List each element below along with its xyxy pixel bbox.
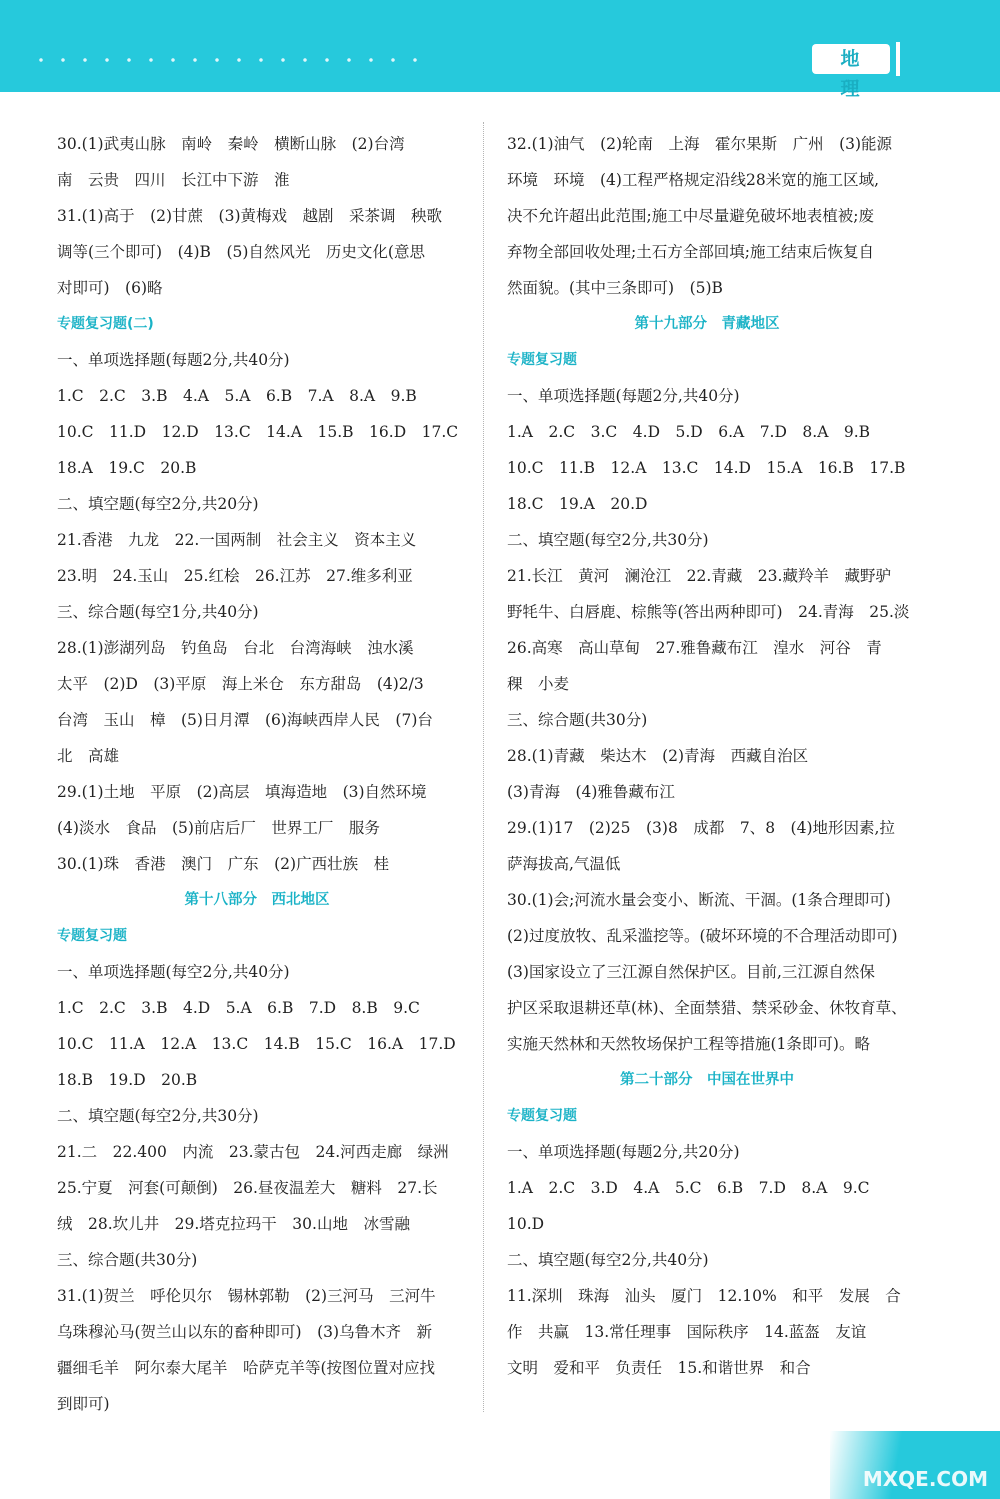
right-answer-line: 文明 爱和平 负责任 15.和谐世界 和合 — [507, 1359, 811, 1377]
right-answer-line: 18.C 19.A 20.D — [507, 495, 648, 513]
right-answer-line: 26.高寒 高山草甸 27.雅鲁藏布江 湟水 河谷 青 — [507, 639, 882, 657]
left-answer-line: 三、综合题(共30分) — [57, 1251, 198, 1269]
left-answer-line: 北 高雄 — [57, 747, 120, 765]
left-answer-line: 21.二 22.400 内流 23.蒙古包 24.河西走廊 绿洲 — [57, 1143, 449, 1161]
left-answer-line: 25.宁夏 河套(可颠倒) 26.昼夜温差大 糖料 27.长 — [57, 1179, 438, 1197]
watermark-text: MXQE.COM — [862, 1467, 988, 1491]
left-answer-line: 30.(1)珠 香港 澳门 广东 (2)广西壮族 桂 — [57, 855, 390, 873]
right-answer-line: 作 共赢 13.常任理事 国际秩序 14.蓝盔 友谊 — [507, 1323, 867, 1341]
left-answer-line: 1.C 2.C 3.B 4.A 5.A 6.B 7.A 8.A 9.B — [57, 387, 417, 405]
header-bar — [0, 0, 1000, 100]
left-answer-line: 对即可) (6)略 — [57, 279, 163, 297]
left-answer-line: 一、单项选择题(每空2分,共40分) — [57, 963, 290, 981]
column-divider — [483, 122, 484, 1412]
left-answer-line: 18.B 19.D 20.B — [57, 1071, 198, 1089]
left-answer-line: 10.C 11.D 12.D 13.C 14.A 15.B 16.D 17.C — [57, 423, 459, 441]
left-column — [57, 126, 457, 1422]
right-answer-line: 弃物全部回收处理;土石方全部回填;施工结束后恢复自 — [507, 243, 874, 261]
left-answer-line: (4)淡水 食品 (5)前店后厂 世界工厂 服务 — [57, 819, 380, 837]
right-answer-line: (3)青海 (4)雅鲁藏布江 — [507, 783, 675, 801]
right-answer-line: 实施天然林和天然牧场保护工程等措施(1条即可)。略 — [507, 1035, 870, 1053]
left-answer-line: 太平 (2)D (3)平原 海上米仓 东方甜岛 (4)2/3 — [57, 675, 424, 693]
right-answer-line: 1.A 2.C 3.C 4.D 5.D 6.A 7.D 8.A 9.B — [507, 423, 871, 441]
right-answer-line: 二、填空题(每空2分,共30分) — [507, 531, 709, 549]
left-answer-line: 一、单项选择题(每题2分,共40分) — [57, 351, 290, 369]
left-answer-line: 1.C 2.C 3.B 4.D 5.A 6.B 7.D 8.B 9.C — [57, 999, 420, 1017]
right-answer-line: 护区采取退耕还草(林)、全面禁猎、禁采砂金、休牧育草、 — [507, 999, 907, 1017]
right-answer-line: (3)国家设立了三江源自然保护区。目前,三江源自然保 — [507, 963, 875, 981]
right-section-heading: 第十九部分 青藏地区 — [634, 316, 780, 332]
left-answer-line: 28.(1)澎湖列岛 钓鱼岛 台北 台湾海峡 浊水溪 — [57, 639, 414, 657]
right-subsection-heading: 专题复习题 — [507, 352, 577, 368]
right-answer-line: 一、单项选择题(每题2分,共40分) — [507, 387, 740, 405]
subject-tab-bar — [896, 42, 900, 76]
left-answer-line: 10.C 11.A 12.A 13.C 14.B 15.C 16.A 17.D — [57, 1035, 456, 1053]
right-answer-line: 10.C 11.B 12.A 13.C 14.D 15.A 16.B 17.B — [507, 459, 906, 477]
left-answer-line: 乌珠穆沁马(贺兰山以东的畜种即可) (3)乌鲁木齐 新 — [57, 1323, 433, 1341]
decorative-dots — [30, 56, 430, 64]
right-answer-line: 28.(1)青藏 柴达木 (2)青海 西藏自治区 — [507, 747, 809, 765]
right-answer-line: 11.深圳 珠海 汕头 厦门 12.10% 和平 发展 合 — [507, 1287, 901, 1305]
left-answer-line: 调等(三个即可) (4)B (5)自然风光 历史文化(意思 — [57, 243, 425, 261]
subject-label: 地 理 — [812, 44, 890, 74]
right-answer-line: 环境 环境 (4)工程严格规定沿线28米宽的施工区域, — [507, 171, 880, 189]
left-answer-line: 29.(1)土地 平原 (2)高层 填海造地 (3)自然环境 — [57, 783, 427, 801]
left-section-heading: 第十八部分 西北地区 — [184, 892, 330, 908]
left-subsection-heading: 专题复习题 — [57, 928, 127, 944]
right-subsection-heading: 专题复习题 — [507, 1108, 577, 1124]
right-answer-line: 萨海拔高,气温低 — [507, 855, 621, 873]
left-answer-line: 二、填空题(每空2分,共20分) — [57, 495, 259, 513]
right-answer-line: 21.长江 黄河 澜沧江 22.青藏 23.藏羚羊 藏野驴 — [507, 567, 891, 585]
right-answer-line: 29.(1)17 (2)25 (3)8 成都 7、8 (4)地形因素,拉 — [507, 819, 895, 837]
left-answer-line: 三、综合题(每空1分,共40分) — [57, 603, 259, 621]
left-answer-line: 二、填空题(每空2分,共30分) — [57, 1107, 259, 1125]
left-answer-line: 21.香港 九龙 22.一国两制 社会主义 资本主义 — [57, 531, 417, 549]
right-column — [507, 126, 910, 1386]
left-subsection-heading: 专题复习题(二) — [57, 316, 154, 332]
left-answer-line: 31.(1)高于 (2)甘蔗 (3)黄梅戏 越剧 采茶调 秧歌 — [57, 207, 443, 225]
left-answer-line: 疆细毛羊 阿尔泰大尾羊 哈萨克羊等(按图位置对应找 — [57, 1359, 436, 1377]
left-answer-line: 18.A 19.C 20.B — [57, 459, 197, 477]
left-answer-line: 23.明 24.玉山 25.红桧 26.江苏 27.维多利亚 — [57, 567, 413, 585]
right-answer-line: 然面貌。(其中三条即可) (5)B — [507, 279, 723, 297]
right-answer-line: 野牦牛、白唇鹿、棕熊等(答出两种即可) 24.青海 25.淡 — [507, 603, 910, 621]
right-answer-line: 决不允许超出此范围;施工中尽量避免破坏地表植被;废 — [507, 207, 874, 225]
right-answer-line: 1.A 2.C 3.D 4.A 5.C 6.B 7.D 8.A 9.C — [507, 1179, 870, 1197]
right-section-heading: 第二十部分 中国在世界中 — [620, 1072, 794, 1088]
right-answer-line: 32.(1)油气 (2)轮南 上海 霍尔果斯 广州 (3)能源 — [507, 135, 893, 153]
right-answer-line: 10.D — [507, 1215, 545, 1233]
right-answer-line: 30.(1)会;河流水量会变小、断流、干涸。(1条合理即可) — [507, 891, 891, 909]
right-answer-line: 稞 小麦 — [507, 675, 570, 693]
left-answer-line: 到即可) — [57, 1395, 110, 1413]
left-answer-line: 南 云贵 四川 长江中下游 淮 — [57, 171, 290, 189]
left-answer-line: 台湾 玉山 樟 (5)日月潭 (6)海峡西岸人民 (7)台 — [57, 711, 433, 729]
left-answer-line: 30.(1)武夷山脉 南岭 秦岭 横断山脉 (2)台湾 — [57, 135, 405, 153]
left-answer-line: 绒 28.坎儿井 29.塔克拉玛干 30.山地 冰雪融 — [57, 1215, 410, 1233]
right-answer-line: 二、填空题(每空2分,共40分) — [507, 1251, 709, 1269]
right-answer-line: (2)过度放牧、乱采滥挖等。(破坏环境的不合理活动即可) — [507, 927, 898, 945]
watermark-corner — [830, 1431, 1000, 1499]
left-answer-line: 31.(1)贺兰 呼伦贝尔 锡林郭勒 (2)三河马 三河牛 — [57, 1287, 436, 1305]
right-answer-line: 一、单项选择题(每题2分,共20分) — [507, 1143, 740, 1161]
right-answer-line: 三、综合题(共30分) — [507, 711, 648, 729]
